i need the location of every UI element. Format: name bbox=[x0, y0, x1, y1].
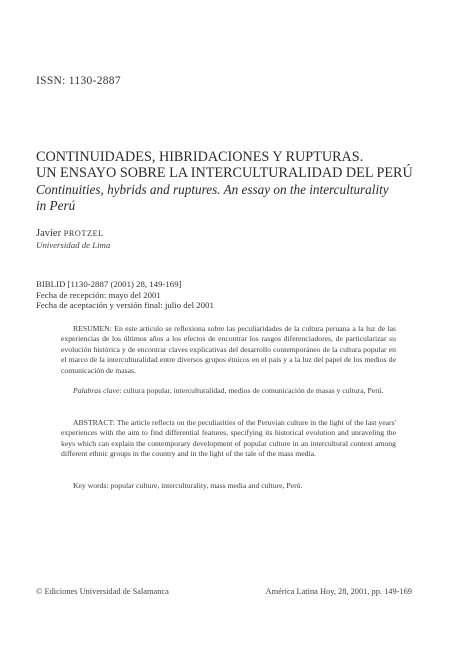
abstract-spanish-text: RESUMEN: En este artículo se reflexiona sobre las peculiaridades de la cultura peruana a la luz de las experiencias de los últimos años a los efectos de encontrar los rasgos diferenciadores, de particularizar su evolución histórica y de encontrar claves explicativas del desarrollo contemporáneo de la cultura popular en el marco de la interculturalidad entre diversos grupos étnicos en el país y a la luz del papel de los medios de comunicación de masas. bbox=[61, 324, 396, 375]
english-title bbox=[36, 182, 426, 214]
keywords-english bbox=[61, 481, 396, 491]
english-title-line-1: Continuities, hybrids and ruptures. An essay on the interculturality bbox=[36, 182, 389, 197]
issn: ISSN: 1130-2887 bbox=[36, 75, 121, 87]
keywords-spanish bbox=[61, 386, 396, 396]
biblio-block bbox=[36, 279, 214, 311]
footer-publisher: © Ediciones Universidad de Salamanca bbox=[36, 587, 169, 596]
biblid-ref: BIBLID [1130-2887 (2001) 28, 149-169] bbox=[36, 279, 182, 289]
keywords-spanish-label: Palabras clave bbox=[73, 386, 120, 395]
author-affiliation: Universidad de Lima bbox=[36, 240, 111, 250]
author-last-name: PROTZEL bbox=[63, 229, 104, 238]
english-title-line-2: in Perú bbox=[36, 198, 76, 213]
footer-journal-ref: América Latina Hoy, 28, 2001, pp. 149-169 bbox=[265, 587, 412, 596]
abstract-english-text: ABSTRACT: The article reflects on the peculiarities of the Peruvian culture in the light of the last years' experiences with the aim to find differential features, specifying its historical evolution and unraveling the keys which can explain the contemporary development of popular culture in an intercultural context among different ethnic groups in the country and in the light of the tale of the mass media. bbox=[61, 418, 396, 459]
title-line-2: UN ENSAYO SOBRE LA INTERCULTURALIDAD DEL PERÚ bbox=[36, 165, 413, 181]
author-block bbox=[36, 228, 110, 250]
abstract-spanish bbox=[61, 324, 396, 376]
author-first-name: Javier bbox=[36, 228, 64, 239]
abstract-english bbox=[61, 418, 396, 460]
title-line-1: CONTINUIDADES, HIBRIDACIONES Y RUPTURAS. bbox=[36, 149, 364, 165]
keywords-spanish-text: : cultura popular, interculturalidad, medios de comunicación de masas y cultura, Perú. bbox=[119, 386, 384, 395]
accepted-date: Fecha de aceptación y versión final: julio del 2001 bbox=[36, 300, 214, 310]
author-name bbox=[36, 228, 110, 239]
received-date: Fecha de recepción: mayo del 2001 bbox=[36, 289, 161, 300]
article-title-block bbox=[36, 149, 426, 214]
keywords-english-text: Key words: popular culture, interculturality, mass media and culture, Perú. bbox=[73, 481, 303, 490]
